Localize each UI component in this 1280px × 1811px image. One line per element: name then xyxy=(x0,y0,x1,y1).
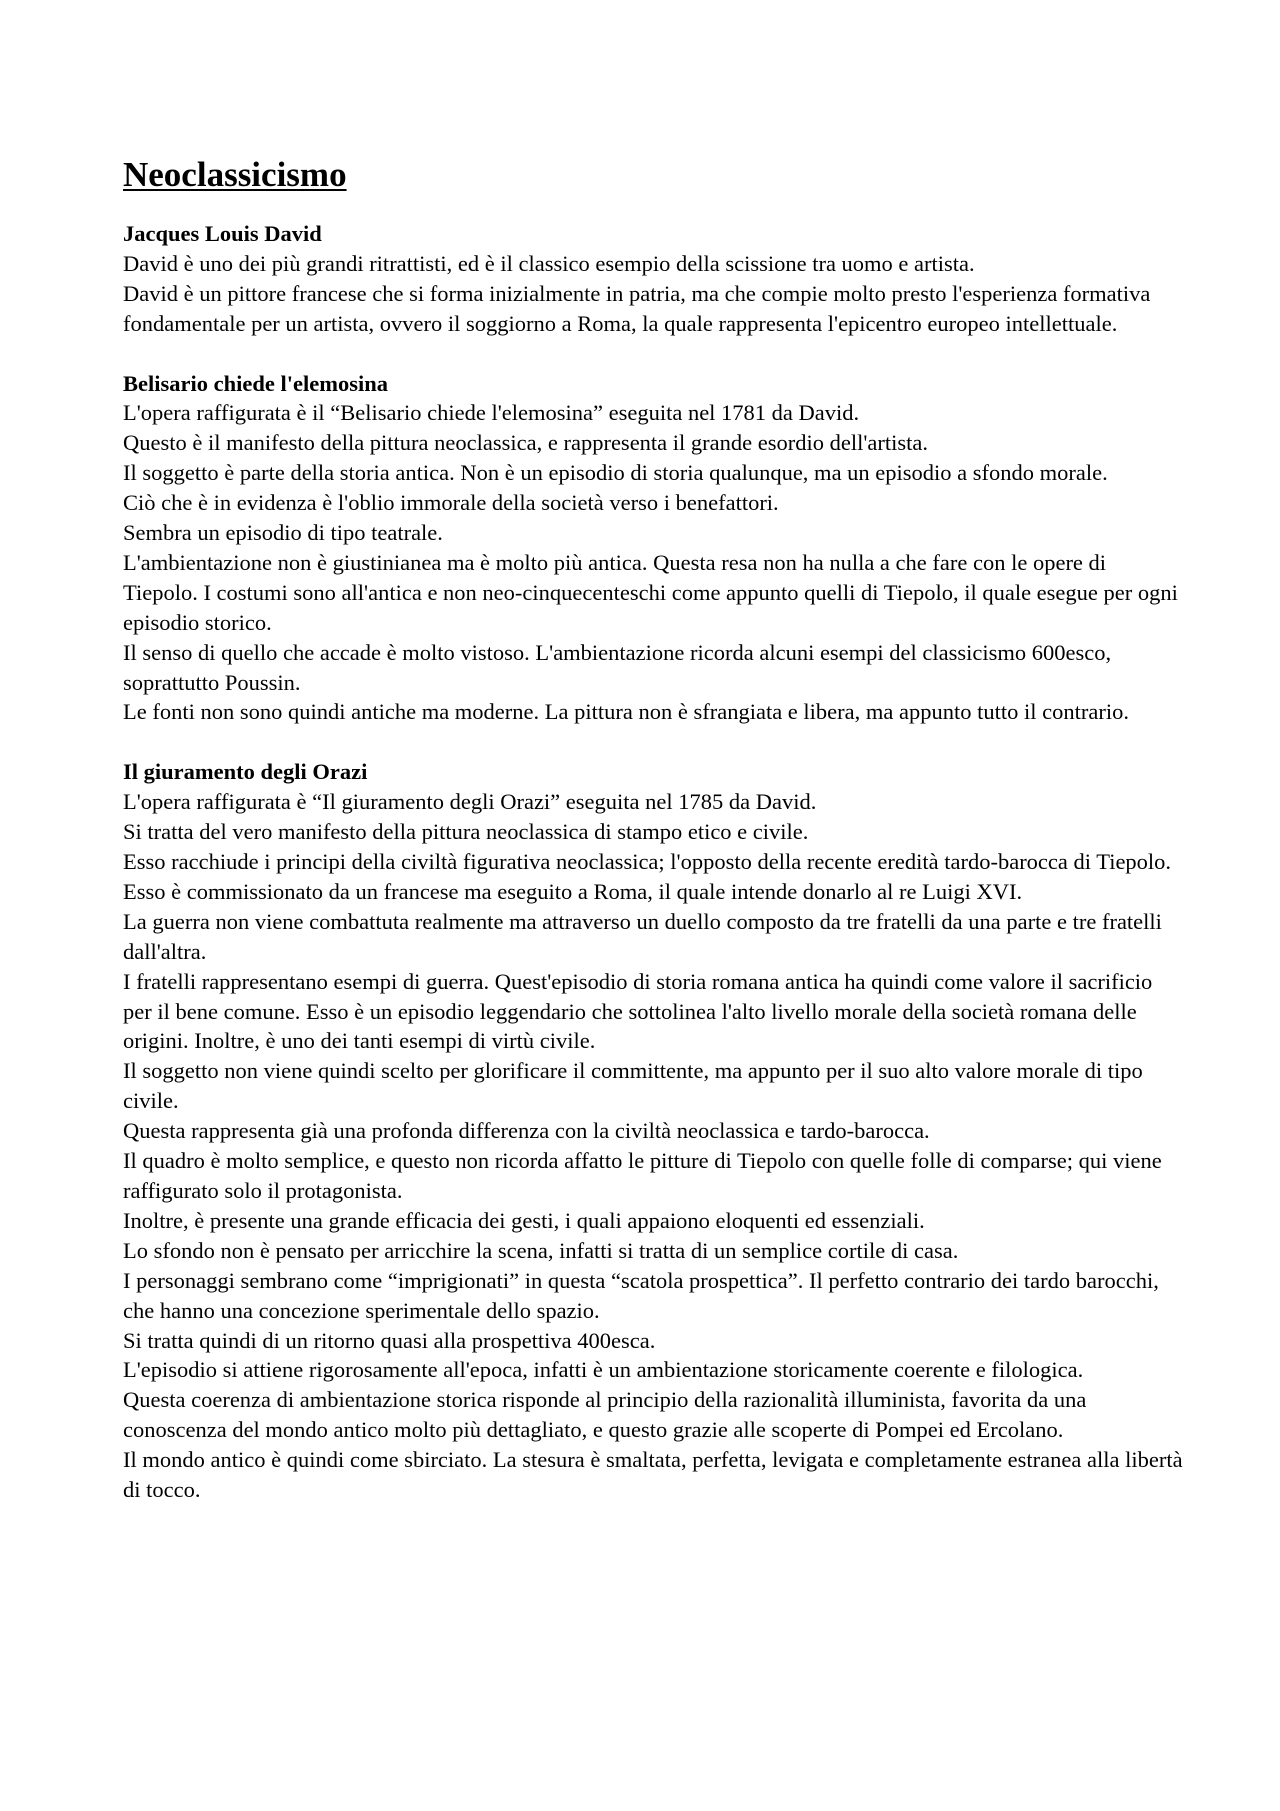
section-heading: Belisario chiede l'elemosina xyxy=(123,370,388,396)
paragraph: Si tratta quindi di un ritorno quasi alla prospettiva 400esca. xyxy=(123,1327,656,1353)
section-jacques-louis-david xyxy=(123,219,1183,339)
paragraph: Esso è commissionato da un francese ma eseguito a Roma, il quale intende donarlo al re Luigi XVI. xyxy=(123,878,1023,904)
document-title: Neoclassicismo xyxy=(123,155,347,194)
section-belisario xyxy=(123,369,1183,728)
paragraph: L'opera raffigurata è il “Belisario chiede l'elemosina” eseguita nel 1781 da David. xyxy=(123,400,860,426)
paragraph: Inoltre, è presente una grande efficacia dei gesti, i quali appaiono eloquenti ed essenziali. xyxy=(123,1207,925,1233)
paragraph: Lo sfondo non è pensato per arricchire la scena, infatti si tratta di un semplice cortile di casa. xyxy=(123,1237,959,1263)
section-spacer xyxy=(123,339,1183,369)
paragraph: Sembra un episodio di tipo teatrale. xyxy=(123,520,443,546)
paragraph: Le fonti non sono quindi antiche ma moderne. La pittura non è sfrangiata e libera, ma appunto tutto il contrario. xyxy=(123,699,1129,725)
paragraph: Ciò che è in evidenza è l'oblio immorale della società verso i benefattori. xyxy=(123,490,779,516)
paragraph: L'opera raffigurata è “Il giuramento degli Orazi” eseguita nel 1785 da David. xyxy=(123,789,817,815)
paragraph: L'episodio si attiene rigorosamente all'epoca, infatti è un ambientazione storicamente coerente e filologica. xyxy=(123,1357,1084,1383)
section-spacer xyxy=(123,727,1183,757)
paragraph: I personaggi sembrano come “imprigionati” in questa “scatola prospettica”. Il perfetto contrario dei tardo barocchi, che hanno una concezione sperimentale dello spazio. xyxy=(123,1267,1159,1323)
section-heading: Il giuramento degli Orazi xyxy=(123,759,368,785)
paragraph: I fratelli rappresentano esempi di guerra. Quest'episodio di storia romana antica ha quindi come valore il sacrificio per il bene comune. Esso è un episodio leggendario che sottolinea l'alto livello morale della società romana delle origini. Inoltre, è uno dei tanti esempi di virtù civile. xyxy=(123,968,1153,1054)
title-spacer xyxy=(123,197,1183,219)
paragraph: Il soggetto non viene quindi scelto per glorificare il committente, ma appunto per il suo alto valore morale di tipo civile. xyxy=(123,1058,1143,1114)
paragraph: Questa rappresenta già una profonda differenza con la civiltà neoclassica e tardo-barocca. xyxy=(123,1118,930,1144)
paragraph: La guerra non viene combattuta realmente ma attraverso un duello composto da tre fratelli da una parte e tre fratelli dall'altra. xyxy=(123,908,1162,964)
paragraph: Si tratta del vero manifesto della pittura neoclassica di stampo etico e civile. xyxy=(123,819,809,845)
paragraph: Il senso di quello che accade è molto vistoso. L'ambientazione ricorda alcuni esempi del classicismo 600esco, soprattutto Poussin. xyxy=(123,639,1112,695)
paragraph: David è un pittore francese che si forma inizialmente in patria, ma che compie molto presto l'esperienza formativa fondamentale per un artista, ovvero il soggiorno a Roma, la quale rappresenta l'epicentro europeo intellettuale. xyxy=(123,280,1151,336)
paragraph: L'ambientazione non è giustinianea ma è molto più antica. Questa resa non ha nulla a che fare con le opere di Tiepolo. I costumi sono all'antica e non neo-cinquecenteschi come appunto quelli di Tiepolo, il quale esegue per ogni episodio storico. xyxy=(123,549,1178,635)
paragraph: Esso racchiude i principi della civiltà figurativa neoclassica; l'opposto della recente eredità tardo-barocca di Tiepolo. xyxy=(123,849,1172,874)
document-page xyxy=(123,153,1183,1505)
section-heading: Jacques Louis David xyxy=(123,221,322,246)
section-giuramento-orazi xyxy=(123,757,1183,1505)
paragraph: Questo è il manifesto della pittura neoclassica, e rappresenta il grande esordio dell'artista. xyxy=(123,430,929,456)
paragraph: Questa coerenza di ambientazione storica risponde al principio della razionalità illuminista, favorita da una conoscenza del mondo antico molto più dettagliato, e questo grazie alle scoperte di Pompei ed Ercolano. xyxy=(123,1387,1087,1443)
paragraph: Il quadro è molto semplice, e questo non ricorda affatto le pitture di Tiepolo con quelle folle di comparse; qui viene raffigurato solo il protagonista. xyxy=(123,1148,1162,1203)
paragraph: Il soggetto è parte della storia antica. Non è un episodio di storia qualunque, ma un episodio a sfondo morale. xyxy=(123,460,1108,486)
paragraph: David è uno dei più grandi ritrattisti, ed è il classico esempio della scissione tra uomo e artista. xyxy=(123,250,975,276)
paragraph: Il mondo antico è quindi come sbirciato. La stesura è smaltata, perfetta, levigata e completamente estranea alla libertà di tocco. xyxy=(123,1447,1183,1503)
